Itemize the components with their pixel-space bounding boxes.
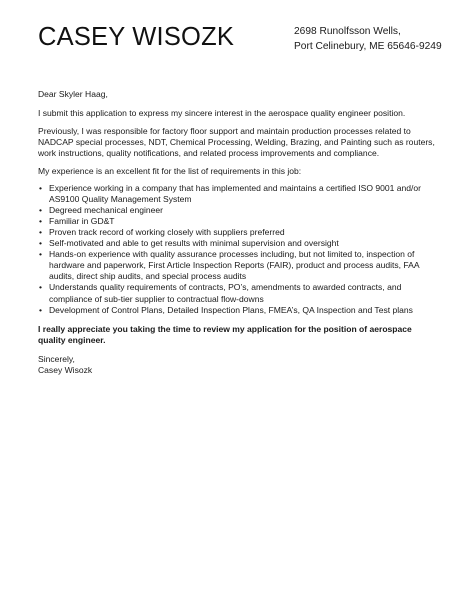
list-item-text: Familiar in GD&T <box>49 215 115 226</box>
list-item-text: Development of Control Plans, Detailed Inspection Plans, FMEA’s, QA Inspection and Test plans <box>49 304 413 315</box>
list-item-text: Self-motivated and able to get results with minimal supervision and oversight <box>49 238 339 249</box>
bullet-icon: • <box>39 304 42 315</box>
applicant-name: CASEY WISOZK <box>38 23 235 51</box>
list-item <box>38 282 438 304</box>
bullet-icon: • <box>39 282 42 293</box>
requirements-lead: My experience is an excellent fit for the list of requirements in this job: <box>38 166 302 177</box>
list-item <box>38 205 438 216</box>
address-line-1: 2698 Runolfsson Wells, <box>294 26 401 37</box>
signature-name: Casey Wisozk <box>38 364 93 375</box>
list-item <box>38 216 438 227</box>
applicant-address <box>294 24 442 54</box>
bullet-icon: • <box>39 215 42 226</box>
list-item <box>38 183 438 205</box>
list-item-text: Proven track record of working closely with suppliers preferred <box>49 226 285 237</box>
requirements-list <box>38 183 438 316</box>
list-item <box>38 249 438 282</box>
bullet-icon: • <box>39 249 42 260</box>
letter-body <box>38 89 438 376</box>
experience-paragraph: Previously, I was responsible for factory floor support and maintain production processes related to NADCAP special processes, NDT, Chemical Processing, Welding, Brazing, and Painting such as routers, work instructions, quality notifications, and related process improvements and compliance. <box>38 126 435 159</box>
bullet-icon: • <box>39 204 42 215</box>
list-item-text: Experience working in a company that has implemented and maintains a certified ISO 9001 and/or AS9100 Quality Management System <box>49 182 421 204</box>
address-line-2: Port Celinebury, ME 65646-9249 <box>294 41 442 52</box>
list-item <box>38 227 438 238</box>
list-item-text: Understands quality requirements of contracts, PO’s, amendments to awarded contracts, and compliance of sub-tier supplier to contractual flow-downs <box>49 282 402 304</box>
list-item <box>38 238 438 249</box>
greeting: Dear Skyler Haag, <box>38 89 108 99</box>
letter-header <box>38 22 448 82</box>
list-item-text: Hands-on experience with quality assurance processes including, but not limited to, inspection of hardware and paperwork, First Article Inspection Reports (FAIR), product and process audits, FAA audits, direct ship audits, and special process audits <box>49 249 420 282</box>
bullet-icon: • <box>39 182 42 193</box>
list-item <box>38 305 438 316</box>
closing-paragraph: I really appreciate you taking the time to review my application for the position of aerospace quality engineer. <box>38 323 412 345</box>
bullet-icon: • <box>39 238 42 249</box>
bullet-icon: • <box>39 226 42 237</box>
list-item-text: Degreed mechanical engineer <box>49 204 164 215</box>
signoff: Sincerely, <box>38 353 75 364</box>
intro-paragraph: I submit this application to express my sincere interest in the aerospace quality engineer position. <box>38 108 406 119</box>
